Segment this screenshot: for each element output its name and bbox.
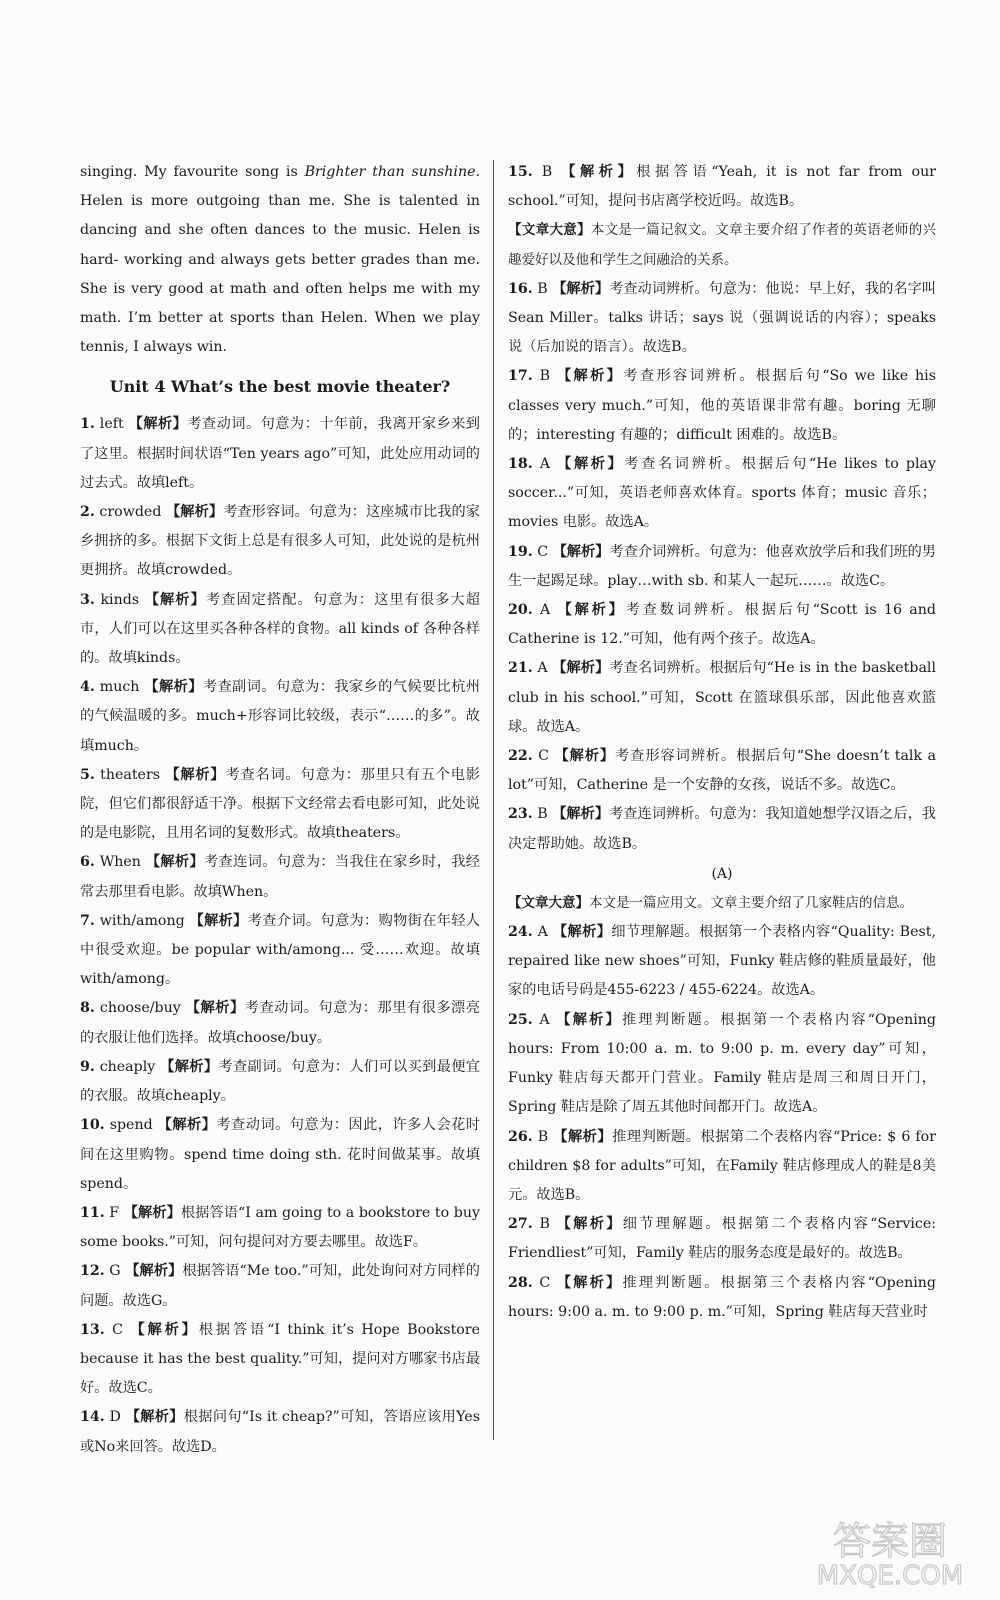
item-number: 16.	[508, 280, 533, 297]
bracket-tag: 【解析】	[166, 504, 224, 521]
column-divider	[493, 160, 494, 1440]
item-number: 24.	[508, 924, 533, 941]
item-answer: choose/buy	[99, 1000, 181, 1017]
answer-item	[80, 586, 480, 674]
bracket-tag: 【解析】	[128, 416, 188, 433]
item-number: 7.	[80, 912, 95, 929]
item-answer: crowded	[99, 504, 162, 521]
item-number: 11.	[80, 1204, 105, 1221]
item-answer: D	[109, 1409, 121, 1426]
answer-item	[508, 275, 936, 363]
bracket-tag: 【解析】	[552, 806, 610, 823]
answer-item	[508, 654, 936, 742]
item-number: 22.	[508, 748, 533, 765]
bracket-tag: 【解析】	[144, 679, 203, 696]
item-number: 1.	[80, 416, 95, 433]
bracket-tag: 【解析】	[556, 1274, 623, 1291]
item-answer: C	[538, 748, 550, 765]
answer-item	[508, 918, 936, 1006]
item-explanation: 【解析】考查连词。句意为：当我住在家乡时，我经常去那里看电影。故填When。	[80, 854, 480, 900]
item-number: 20.	[508, 602, 533, 619]
song-title: Brighter than sunshine	[304, 164, 476, 180]
bracket-tag: 【解析】	[160, 1058, 219, 1075]
bracket-tag: 【解析】	[556, 1011, 622, 1028]
item-explanation: 【解析】考查数词辨析。根据后句“Scott is 16 and Catherine is 12.”可知，他有两个孩子。故选A。	[508, 602, 936, 648]
answer-item	[508, 1210, 936, 1268]
bracket-tag: 【解析】	[557, 456, 625, 473]
bracket-tag: 【文章大意】	[508, 894, 589, 911]
item-number: 17.	[508, 368, 533, 385]
item-explanation: 【解析】推理判断题。根据第三个表格内容“Opening hours: 9:00 a. m. to 9:00 p. m.”可知，Spring 鞋店每天营业时	[508, 1274, 936, 1320]
item-answer: A	[537, 924, 548, 941]
item-explanation: 【解析】考查动词。句意为：那里有很多漂亮的衣服让他们选择。故填choose/buy。	[80, 1000, 480, 1046]
item-answer: C	[539, 1274, 551, 1291]
answer-item	[80, 1199, 480, 1257]
left-answer-list	[80, 410, 480, 1461]
item-number: 9.	[80, 1058, 95, 1075]
item-number: 8.	[80, 1000, 95, 1017]
item-number: 28.	[508, 1274, 533, 1291]
right-answer-list-c	[508, 918, 936, 1327]
item-answer: theaters	[100, 766, 161, 783]
bracket-tag: 【解析】	[552, 924, 612, 941]
item-explanation: 【解析】考查形容词。句意为：这座城市比我的家乡拥挤的多。根据下文街上总是有很多人可知，此处说的是杭州更拥挤。故填crowded。	[80, 504, 480, 579]
right-answer-list-b	[508, 275, 936, 859]
answer-item	[508, 362, 936, 450]
item-number: 10.	[80, 1117, 105, 1134]
bracket-tag: 【解析】	[554, 748, 616, 765]
bracket-tag: 【解析】	[125, 1409, 184, 1426]
answer-item	[80, 1111, 480, 1199]
item-number: 3.	[80, 591, 95, 608]
item-explanation: 【解析】根据答语“I am going to a bookstore to buy some books.”可知，问句提问对方要去哪里。故选F。	[80, 1204, 480, 1251]
item-number: 23.	[508, 806, 533, 823]
bracket-tag: 【解析】	[189, 912, 248, 929]
item-number: 27.	[508, 1216, 533, 1233]
item-explanation: 【解析】考查名词辨析。根据后句“He is in the basketball club in his school.”可知，Scott 在篮球俱乐部，因此他喜欢篮球。故选A。	[508, 660, 936, 735]
intro-paragraph: singing. My favourite song is Brighter than sunshine. Helen is more outgoing than me. She is talented in dancing and she often dances to the music. Helen is hard- working and always gets better grades than me. She is very good at math and often helps me with my math. I’m better at sports than Helen. When we play tennis, I always win.	[80, 164, 481, 356]
item-explanation: 【解析】推理判断题。根据第一个表格内容“Opening hours: From 10:00 a. m. to 9:00 p. m. every day”可知，Funky 鞋店每天都开门营业。Family 鞋店是周三和周日开门，Spring 鞋店是除了周五其他时间都开门。故选A。	[508, 1011, 936, 1116]
section-label: (A)	[711, 865, 733, 882]
answer-item	[508, 742, 936, 800]
bracket-tag: 【解析】	[123, 1204, 181, 1221]
bracket-tag: 【解析】	[145, 854, 205, 871]
bracket-tag: 【解析】	[552, 543, 610, 560]
bracket-tag: 【解析】	[561, 164, 637, 180]
item-answer: much	[99, 679, 140, 696]
answer-item	[80, 907, 480, 995]
bracket-tag: 【文章大意】	[508, 222, 591, 239]
item-explanation: 【解析】考查名词。句意为：那里只有五个电影院，但它们都很舒适干净。根据下文经常去看电影可知，此处说的是电影院，且用名词的复数形式。故填theaters。	[80, 766, 480, 842]
watermark-chars: 答案圈	[832, 1519, 948, 1563]
item-explanation: 【解析】考查副词。句意为：人们可以买到最便宜的衣服。故填cheaply。	[80, 1058, 480, 1105]
item-answer: G	[109, 1263, 121, 1280]
item-explanation: 【解析】考查连词辨析。句意为：我知道她想学汉语之后，我决定帮助她。故选B。	[508, 806, 936, 852]
answer-item	[80, 410, 480, 498]
item-explanation: 【解析】考查动词。句意为：因此，许多人会花时间在这里购物。spend time doing sth. 花时间做某事。故填spend。	[80, 1117, 480, 1192]
article-summary-1: 【文章大意】本文是一篇记叙文。文章主要介绍了作者的英语老师的兴趣爱好以及他和学生之间融洽的关系。	[508, 222, 937, 268]
answer-item	[80, 994, 480, 1052]
item-explanation: 【解析】细节理解题。根据第二个表格内容“Service: Friendliest”可知，Family 鞋店的服务态度是最好的。故选B。	[508, 1216, 937, 1262]
item-explanation: 【解析】根据答语“I think it’s Hope Bookstore because it has the best quality.”可知，提问对方哪家书店最好。故选C。	[80, 1321, 480, 1397]
bracket-tag: 【解析】	[165, 766, 226, 783]
item-explanation: 【解析】根据答语“Me too.”可知，此处询问对方同样的问题。故选G。	[80, 1263, 480, 1309]
bracket-tag: 【解析】	[557, 602, 626, 619]
item-answer: B	[537, 806, 548, 823]
item-answer: B	[541, 164, 553, 180]
answer-item	[508, 1269, 936, 1327]
bracket-tag: 【解析】	[185, 1000, 245, 1017]
item-answer: When	[99, 854, 141, 871]
unit-title: Unit 4 What’s the best movie theater?	[109, 377, 451, 397]
item-number: 25.	[508, 1011, 533, 1028]
bracket-tag: 【解析】	[553, 1128, 613, 1145]
item-answer: C	[112, 1321, 123, 1338]
item-number: 26.	[508, 1128, 533, 1145]
right-answer-list-a	[508, 158, 936, 216]
article-summary-2: 【文章大意】本文是一篇应用文。文章主要介绍了几家鞋店的信息。	[508, 894, 913, 911]
answer-item	[80, 761, 480, 849]
item-answer: A	[539, 1011, 550, 1028]
answer-item	[80, 1053, 480, 1111]
bracket-tag: 【解析】	[130, 1321, 199, 1338]
item-explanation: 【解析】考查介词。句意为：购物街在年轻人中很受欢迎。be popular with/among... 受……欢迎。故填with/among。	[80, 912, 480, 988]
answer-item	[80, 1403, 480, 1461]
item-number: 12.	[80, 1263, 105, 1280]
item-number: 14.	[80, 1409, 105, 1426]
item-explanation: 【解析】推理判断题。根据第二个表格内容“Price: $ 6 for children $8 for adults”可知，在Family 鞋店修理成人的鞋是8美元。故选B。	[508, 1128, 936, 1203]
answer-item	[508, 800, 936, 858]
answer-item	[80, 498, 480, 586]
bracket-tag: 【解析】	[144, 591, 206, 608]
item-number: 18.	[508, 456, 533, 473]
answer-item	[508, 1006, 936, 1123]
item-answer: A	[539, 456, 551, 473]
answer-item	[80, 848, 480, 906]
item-number: 5.	[80, 766, 95, 783]
item-explanation: 【解析】考查固定搭配。句意为：这里有很多大超市，人们可以在这里买各种各样的食物。all kinds of 各种各样的。故填kinds。	[80, 591, 480, 667]
item-answer: A	[537, 660, 548, 677]
item-explanation: 【解析】考查动词辨析。句意为：他说：早上好，我的名字叫 Sean Miller。talks 讲话；says 说（强调说话的内容）；speaks 说（后加说的语言）。故选B。	[508, 280, 936, 356]
answer-item	[508, 538, 936, 596]
item-answer: A	[540, 602, 551, 619]
answer-item	[508, 450, 936, 538]
item-answer: kinds	[100, 591, 140, 608]
item-number: 15.	[508, 164, 533, 180]
item-answer: B	[539, 368, 551, 385]
item-answer: with/among	[99, 912, 185, 929]
item-answer: F	[109, 1204, 120, 1221]
bracket-tag: 【解析】	[157, 1117, 217, 1134]
item-number: 6.	[80, 854, 95, 871]
item-number: 21.	[508, 660, 533, 677]
bracket-tag: 【解析】	[552, 280, 610, 297]
item-answer: C	[537, 543, 549, 560]
bracket-tag: 【解析】	[556, 368, 624, 385]
item-number: 19.	[508, 543, 533, 560]
item-answer: B	[539, 1216, 550, 1233]
answer-item	[80, 673, 480, 761]
right-column	[508, 158, 936, 1327]
watermark-logo	[800, 1510, 980, 1590]
answer-item	[508, 596, 936, 654]
bracket-tag: 【解析】	[125, 1263, 183, 1280]
item-explanation: 【解析】根据答语“Yeah, it is not far from our school.”可知，提问书店离学校近吗。故选B。	[508, 164, 936, 210]
item-answer: B	[537, 1128, 549, 1145]
answer-item	[80, 1257, 480, 1315]
item-number: 4.	[80, 679, 95, 696]
item-explanation: 【解析】考查形容词辨析。根据后句“She doesn’t talk a lot”可知，Catherine 是一个安静的女孩，说话不多。故选C。	[508, 748, 936, 794]
item-explanation: 【解析】细节理解题。根据第一个表格内容“Quality: Best, repaired like new shoes”可知，Funky 鞋店修的鞋质量最好，他家的电话号码是455-6223 / 455-6224。故选A。	[508, 924, 936, 999]
item-explanation: 【解析】考查动词。句意为：十年前，我离开家乡来到了这里。根据时间状语“Ten years ago”可知，此处应用动词的过去式。故填left。	[80, 416, 480, 491]
answer-item	[80, 1316, 480, 1404]
item-explanation: 【解析】考查名词辨析。根据后句“He likes to play soccer...”可知，英语老师喜欢体育。sports 体育；music 音乐；movies 电影。故选A。	[508, 456, 936, 531]
answer-item	[508, 1123, 936, 1211]
left-column	[80, 158, 480, 1462]
answer-item	[508, 158, 936, 216]
item-answer: B	[537, 280, 548, 297]
item-explanation: 【解析】考查形容词辨析。根据后句“So we like his classes very much.”可知，他的英语课非常有趣。boring 无聊的；interesting 有趣的；difficult 困难的。故选B。	[508, 368, 936, 443]
bracket-tag: 【解析】	[552, 660, 610, 677]
item-answer: left	[99, 416, 124, 433]
item-answer: cheaply	[99, 1058, 156, 1075]
bracket-tag: 【解析】	[556, 1216, 623, 1233]
item-explanation: 【解析】考查副词。句意为：我家乡的气候要比杭州的气候温暖的多。much+形容词比较级，表示“……的多”。故填much。	[80, 679, 480, 754]
item-explanation: 【解析】根据问句“Is it cheap?”可知，答语应该用Yes或No来回答。故选D。	[80, 1409, 480, 1455]
item-number: 2.	[80, 504, 95, 521]
item-number: 13.	[80, 1321, 105, 1338]
item-answer: spend	[109, 1117, 153, 1134]
item-explanation: 【解析】考查介词辨析。句意为：他喜欢放学后和我们班的男生一起踢足球。play…with sb. 和某人一起玩……。故选C。	[508, 543, 936, 589]
watermark-site: MXQE.COM	[816, 1561, 964, 1590]
